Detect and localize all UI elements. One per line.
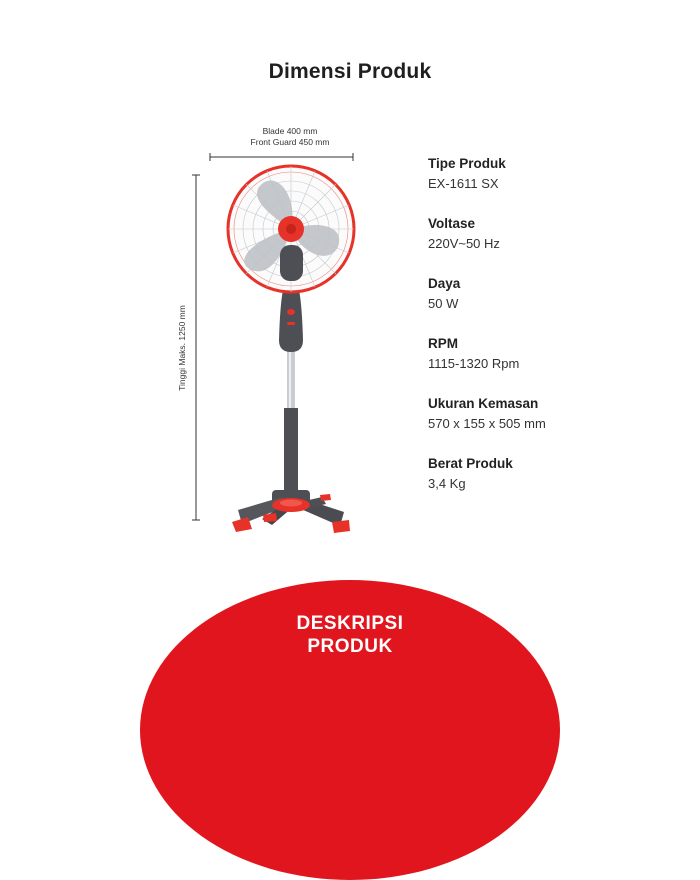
- height-dimension-text: Tinggi Maks. 1250 mm: [177, 305, 187, 391]
- spec-value: 1115-1320 Rpm: [428, 356, 520, 371]
- fan-motor: [280, 245, 303, 281]
- spec-value: 220V~50 Hz: [428, 236, 500, 251]
- spec-label: Daya: [428, 276, 461, 291]
- spec-label: Tipe Produk: [428, 156, 506, 171]
- spec-label: Berat Produk: [428, 456, 513, 471]
- spec-label: RPM: [428, 336, 458, 351]
- width-dimension-line: [210, 153, 353, 161]
- fan-cross-base: [232, 490, 350, 533]
- spec-value: 570 x 155 x 505 mm: [428, 416, 546, 431]
- spec-list: [428, 156, 668, 516]
- spec-item: [428, 396, 668, 456]
- spec-item: [428, 276, 668, 336]
- front-guard-dimension-text: Front Guard 450 mm: [250, 137, 330, 147]
- spec-label: Ukuran Kemasan: [428, 396, 539, 411]
- spec-item: [428, 216, 668, 276]
- spec-value: 3,4 Kg: [428, 476, 466, 491]
- height-dimension-line: [192, 175, 200, 520]
- fan-lower-pole: [284, 408, 298, 500]
- spec-item: [428, 456, 668, 516]
- blade-dimension-text: Blade 400 mm: [262, 126, 318, 136]
- cta-line-1: DESKRIPSI: [296, 613, 404, 634]
- fan-control-housing: [279, 290, 303, 352]
- page-title: Dimensi Produk: [268, 60, 432, 83]
- spec-value: 50 W: [428, 296, 459, 311]
- cta-line-2: PRODUK: [307, 636, 393, 657]
- spec-item: [428, 336, 668, 396]
- spec-label: Voltase: [428, 216, 476, 231]
- spec-item: [428, 156, 668, 216]
- product-description-button-label[interactable]: [0, 612, 700, 658]
- spec-value: EX-1611 SX: [428, 176, 499, 191]
